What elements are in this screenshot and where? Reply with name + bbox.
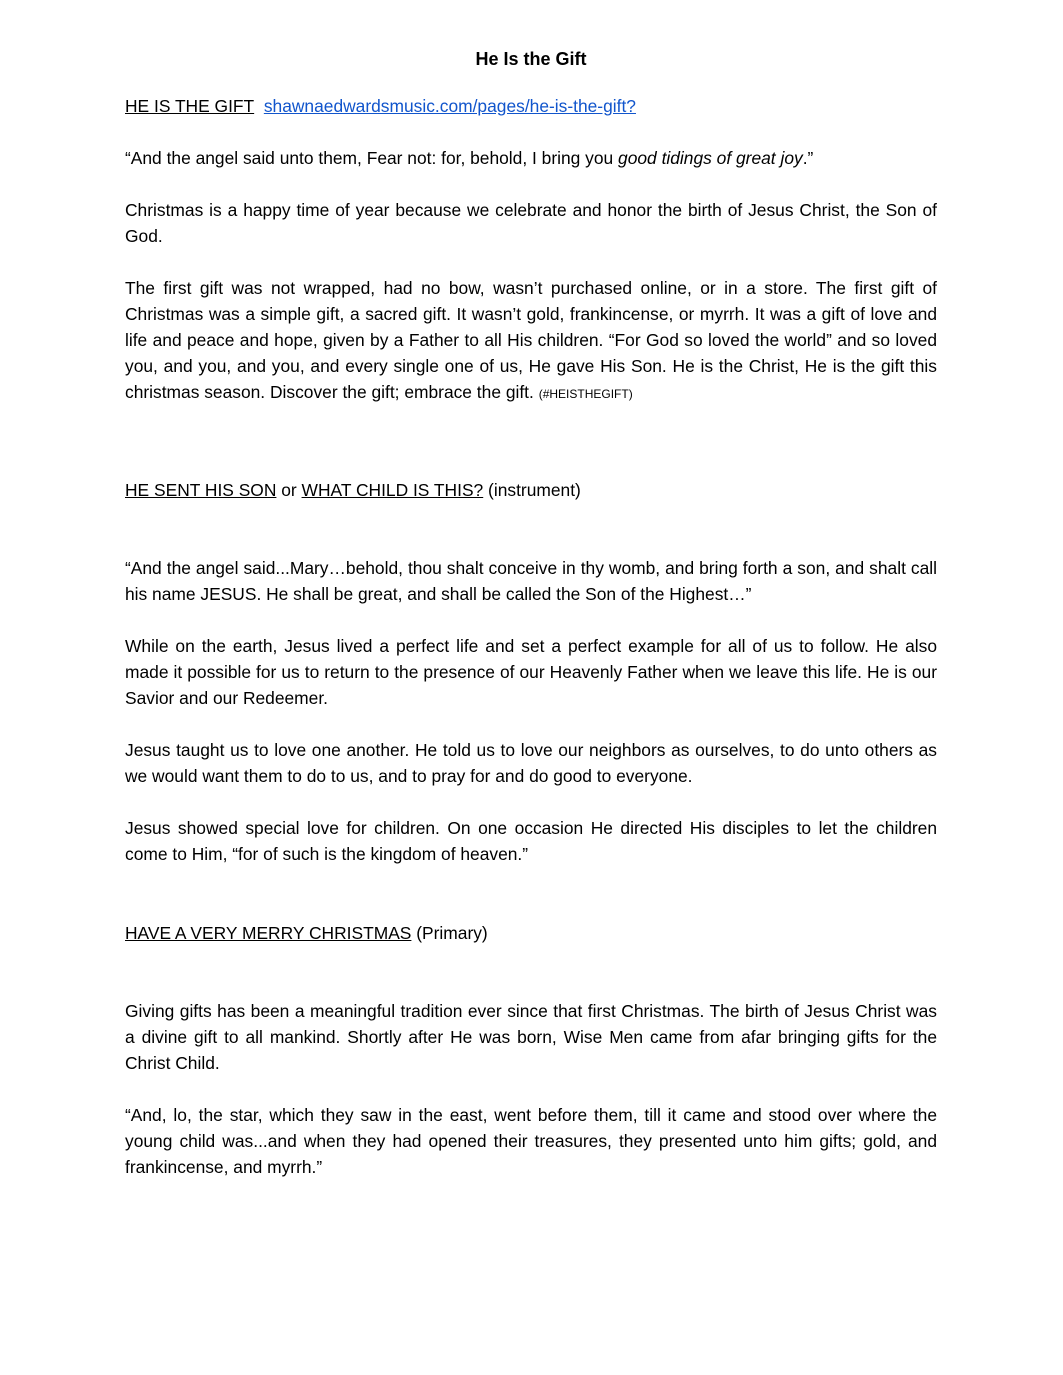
song-title-he-sent-his-son: HE SENT HIS SON xyxy=(125,480,277,500)
first-gift-text: The first gift was not wrapped, had no bow, wasn’t purchased online, or in a store. The first gift of Christmas was a simple gift, a sacred gift. It wasn’t gold, frankincense, or myrrh. It was a gift of love and life and peace and hope, given by a Father to all His children. “For God so loved the world” and so loved you, and you, and you, and every single one of us, He gave His Son. He is the Christ, He is the gift this christmas season. Discover the gift; embrace the gift. xyxy=(125,278,937,402)
perfect-life-paragraph: While on the earth, Jesus lived a perfect life and set a perfect example for all of us to follow. He also made it possible for us to return to the presence of our Heavenly Father when we leave this life. He is our Savior and our Redeemer. xyxy=(125,636,937,708)
angel-quote xyxy=(125,145,937,171)
section3-heading-line xyxy=(125,920,937,946)
song-title-merry-christmas: HAVE A VERY MERRY CHRISTMAS xyxy=(125,923,412,943)
star-quote: “And, lo, the star, which they saw in the east, went before them, till it came and stood over where the young child was...and when they had opened their treasures, they presented unto him gifts; gold, and frankincense, and myrrh.” xyxy=(125,1105,937,1177)
mary-quote: “And the angel said...Mary…behold, thou shalt conceive in thy womb, and bring forth a son, and shalt call his name JESUS. He shall be great, and shall be called the Son of the Highest…” xyxy=(125,558,937,604)
children-paragraph: Jesus showed special love for children. On one occasion He directed His disciples to let the children come to Him, “for of such is the kingdom of heaven.” xyxy=(125,818,937,864)
christmas-paragraph: Christmas is a happy time of year because we celebrate and honor the birth of Jesus Christ, the Son of God. xyxy=(125,200,937,246)
first-gift-paragraph xyxy=(125,275,937,405)
giving-gifts-paragraph: Giving gifts has been a meaningful tradition ever since that first Christmas. The birth of Jesus Christ was a divine gift to all mankind. Shortly after He was born, Wise Men came from afar bringing gifts for the Christ Child. xyxy=(125,1001,937,1073)
section2-heading-line xyxy=(125,477,937,503)
song-note-instrument: (instrument) xyxy=(483,480,581,500)
song-link[interactable]: shawnaedwardsmusic.com/pages/he-is-the-gift? xyxy=(263,96,636,116)
song-connector: or xyxy=(276,480,302,500)
document-title: He Is the Gift xyxy=(475,49,587,69)
love-one-another-paragraph: Jesus taught us to love one another. He told us to love our neighbors as ourselves, to do unto others as we would want them to do to us, and to pray for and do good to everyone. xyxy=(125,740,937,786)
angel-quote-end: .” xyxy=(802,148,814,168)
hashtag: (#HEISTHEGIFT) xyxy=(538,387,633,401)
song-title-what-child-is-this: WHAT CHILD IS THIS? xyxy=(301,480,484,500)
song-title-he-is-the-gift: HE IS THE GIFT xyxy=(125,96,255,116)
angel-quote-emphasis: good tidings of great joy xyxy=(618,148,803,168)
section1-heading-line xyxy=(125,93,937,119)
angel-quote-start: “And the angel said unto them, Fear not: for, behold, I bring you xyxy=(125,148,619,168)
song-note-primary: (Primary) xyxy=(411,923,488,943)
